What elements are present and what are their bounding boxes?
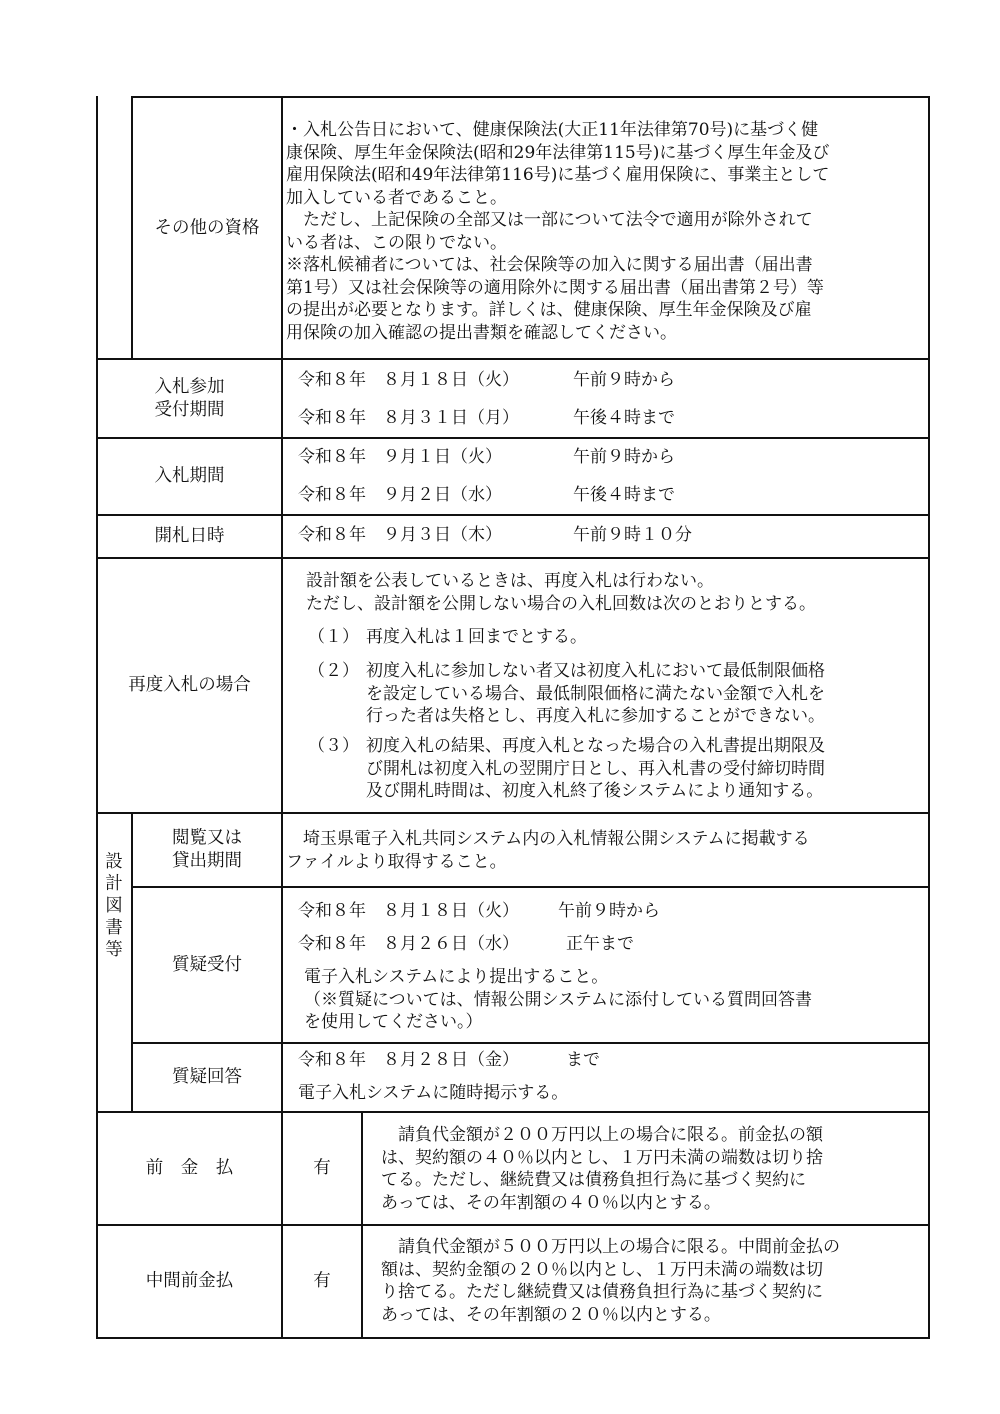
answer-label: 質疑回答 xyxy=(172,1067,242,1087)
opening-date: 令和８年 ９月３日（木） xyxy=(298,525,502,545)
question-label: 質疑受付 xyxy=(172,954,242,975)
question-end-time: 正午まで xyxy=(566,934,634,954)
rebid-label: 再度入札の場合 xyxy=(128,675,251,695)
answer-date: 令和８年 ８月２８日（金） xyxy=(298,1050,519,1070)
viewing-text: 埼玉県電子入札共同システム内の入札情報公開システムに掲載する ファイルより取得すること。 xyxy=(286,829,810,872)
entry-period-label xyxy=(98,360,281,437)
rebid-item-text: 再度入札は１回までとする。 xyxy=(366,627,587,647)
design-docs-group-label: 設 計 図 書 等 xyxy=(105,852,123,960)
table-border-bottom xyxy=(96,1337,930,1339)
viewing-period-label xyxy=(133,814,281,886)
label-column-divider xyxy=(281,96,283,1112)
question-start-date: 令和８年 ８月１８日（火） xyxy=(298,901,519,921)
question-start-time: 午前９時から xyxy=(558,901,660,921)
question-end-date: 令和８年 ８月２６日（水） xyxy=(298,934,519,954)
opening-time: 午前９時１０分 xyxy=(573,525,692,545)
interim-payment-label: 中間前金払 xyxy=(145,1271,234,1291)
answer-note: 電子入札システムに随時掲示する。 xyxy=(298,1083,569,1103)
opening-label: 開札日時 xyxy=(154,526,225,546)
interim-payment-text: 請負代金額が５００万円以上の場合に限る。中間前金払の 額は、契約金額の２０％以内とし、１万円未満の端数は切 り捨てる。ただし継続費又は債務負担行為に基づく契約に あっては、その年割額の２０％以内とする。 xyxy=(381,1237,840,1325)
advance-payment-value: 有 xyxy=(313,1158,331,1178)
rebid-intro-line: 設計額を公表しているときは、再度入札は行わない。 xyxy=(306,571,714,591)
rebid-intro-line: ただし、設計額を公開しない場合の入札回数は次のとおりとする。 xyxy=(306,594,816,614)
entry-period-label-line: 受付期間 xyxy=(154,399,225,420)
answer-until: まで xyxy=(566,1050,600,1070)
entry-period-label-line: 入札参加 xyxy=(154,376,225,397)
interim-payment-value: 有 xyxy=(313,1271,331,1291)
viewing-label-line: 貸出期間 xyxy=(172,851,242,871)
bid-start-date: 令和８年 ９月１日（火） xyxy=(298,447,502,467)
other-qualifications-text: ・入札公告日において、健康保険法(大正11年法律第70号)に基づく健 康保険、厚生年金保険法(昭和29年法律第115号)に基づく厚生年金及び 雇用保険法(昭和49年法律第116号)に基づく雇用保険に、事業主として 加入している者であること。 ただし、上記保険の全部又は一部について法令で適用が除外されて いる者は、この限りでない。 ※落札候補者については、社会保険等の加入に関する届出書（届出書 第1号）又は社会保険等の適用除外に関する届出書（届出書第２号）等 の提出が必要となります。詳しくは、健康保険、厚生年金保険及び雇 用保険の加入確認の提出書類を確認してください。 xyxy=(286,120,830,343)
bid-period-label: 入札期間 xyxy=(154,466,225,486)
entry-end-time: 午後４時まで xyxy=(573,408,675,428)
table-border-right xyxy=(928,96,930,1338)
entry-start-date: 令和８年 ８月１８日（火） xyxy=(298,370,519,390)
rebid-item-text: 初度入札に参加しない者又は初度入札において最低制限価格 を設定している場合、最低制限価格に満たない金額で入札を 行った者は失格とし、再度入札に参加することができない。 xyxy=(366,661,825,726)
other-qualifications-label: その他の資格 xyxy=(154,217,260,238)
viewing-label-line: 閲覧又は xyxy=(172,828,242,848)
rebid-item-number: （１） xyxy=(308,627,359,647)
rebid-item-number: （３） xyxy=(308,736,359,756)
question-note: 電子入札システムにより提出すること。 （※質疑については、情報公開システムに添付している質問回答書 を使用してください。） xyxy=(304,967,812,1032)
bid-start-time: 午前９時から xyxy=(573,447,675,467)
entry-start-time: 午前９時から xyxy=(573,370,675,390)
bid-end-date: 令和８年 ９月２日（水） xyxy=(298,485,502,505)
value-column-divider xyxy=(361,1111,363,1338)
rebid-item-number: （２） xyxy=(308,661,359,681)
rebid-item-text: 初度入札の結果、再度入札となった場合の入札書提出期限及 び開札は初度入札の翌開庁日とし、再入札書の受付締切時間 及び開札時間は、初度入札終了後システムにより通知する。 xyxy=(366,736,825,801)
bid-end-time: 午後４時まで xyxy=(573,485,675,505)
advance-payment-text: 請負代金額が２００万円以上の場合に限る。前金払の額 は、契約額の４０％以内とし、１万円未満の端数は切り捨 てる。ただし、継続費又は債務負担行為に基づく契約に あっては、その年割額の４０％以内とする。 xyxy=(381,1125,823,1213)
entry-end-date: 令和８年 ８月３１日（月） xyxy=(298,408,519,428)
advance-payment-label: 前 金 払 xyxy=(145,1158,234,1178)
